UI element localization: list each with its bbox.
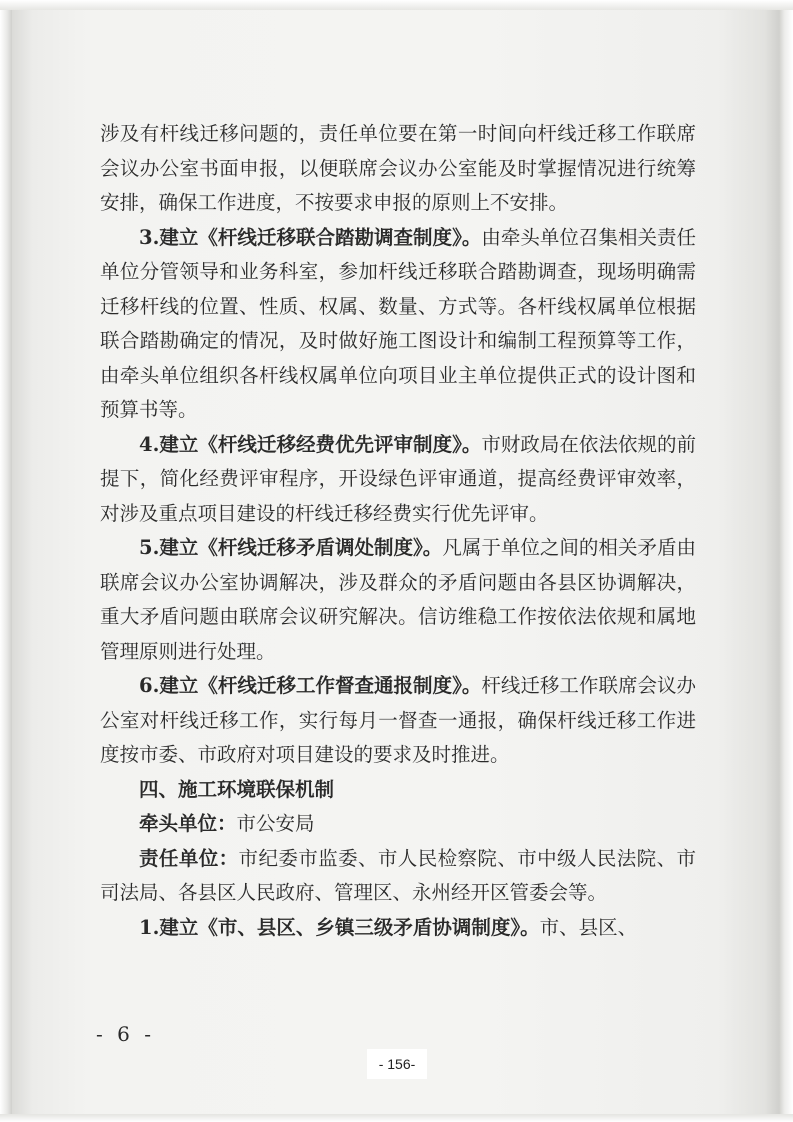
item-lead: 6.建立《杆线迁移工作督查通报制度》。 — [139, 674, 482, 697]
page-stamp: - 156- — [367, 1049, 427, 1079]
paragraph-text: 由牵头单位召集相关责任单位分管领导和业务科室，参加杆线迁移联合踏勘调查，现场明确需迁移杆线的位置、性质、权属、数量、方式等。各杆线权属单位根据联合踏勘确定的情况，及时做好施工图设计和编制工程预算等工作，由牵头单位组织各杆线权属单位向项目业主单位提供正式的设计图和预算书等。 — [100, 225, 696, 421]
page-edge-bottom — [0, 1114, 793, 1122]
paragraph-item-4 — [100, 428, 696, 532]
page-edge-left — [0, 0, 12, 1122]
item-lead: 1.建立《市、县区、乡镇三级矛盾协调制度》。 — [139, 915, 540, 939]
page-edge-top — [0, 0, 793, 10]
item-lead: 5.建立《杆线迁移矛盾调处制度》。 — [139, 536, 443, 559]
paragraph-continuation — [100, 117, 696, 221]
lead-unit-value: 市公安局 — [236, 812, 315, 835]
responsible-unit-line — [100, 842, 696, 911]
paragraph-item-6 — [100, 669, 696, 773]
paragraph-text: 凡属于单位之间的相关矛盾由联席会议办公室协调解决，涉及群众的矛盾问题由各县区协调解决，重大矛盾问题由联席会议研究解决。信访维稳工作按依法依规和属地管理原则进行处理。 — [100, 536, 696, 663]
responsible-unit-value: 市纪委市监委、市人民检察院、市中级人民法院、市司法局、各县区人民政府、管理区、永州经开区管委会等。 — [100, 846, 696, 904]
section-heading: 四、施工环境联保机制 — [139, 777, 335, 801]
paragraph-text: 市、县区、 — [539, 915, 638, 939]
paragraph-text: 涉及有杆线迁移问题的，责任单位要在第一时间向杆线迁移工作联席会议办公室书面申报，以便联席会议办公室能及时掌握情况进行统筹安排，确保工作进度，不按要求申报的原则上不安排。 — [100, 122, 696, 214]
item-lead: 4.建立《杆线迁移经费优先评审制度》。 — [139, 432, 482, 456]
paragraph-text: 杆线迁移工作联席会议办公室对杆线迁移工作，实行每月一督查一通报，确保杆线迁移工作进度按市委、市政府对项目建设的要求及时推进。 — [100, 674, 696, 766]
paragraph-section-item-1 — [100, 911, 696, 946]
document-body — [100, 117, 696, 945]
item-lead: 3.建立《杆线迁移联合踏勘调查制度》。 — [139, 225, 482, 249]
page-number: - 6 - — [96, 1022, 155, 1046]
lead-unit-line — [100, 807, 696, 842]
paragraph-text: 市财政局在依法依规的前提下，简化经费评审程序，开设绿色评审通道，提高经费评审效率，对涉及重点项目建设的杆线迁移经费实行优先评审。 — [100, 432, 696, 525]
lead-unit-label: 牵头单位： — [139, 812, 237, 835]
page-edge-right — [779, 0, 793, 1122]
paragraph-item-5 — [100, 531, 696, 669]
responsible-unit-label: 责任单位： — [139, 846, 239, 870]
paragraph-item-3 — [100, 221, 696, 428]
